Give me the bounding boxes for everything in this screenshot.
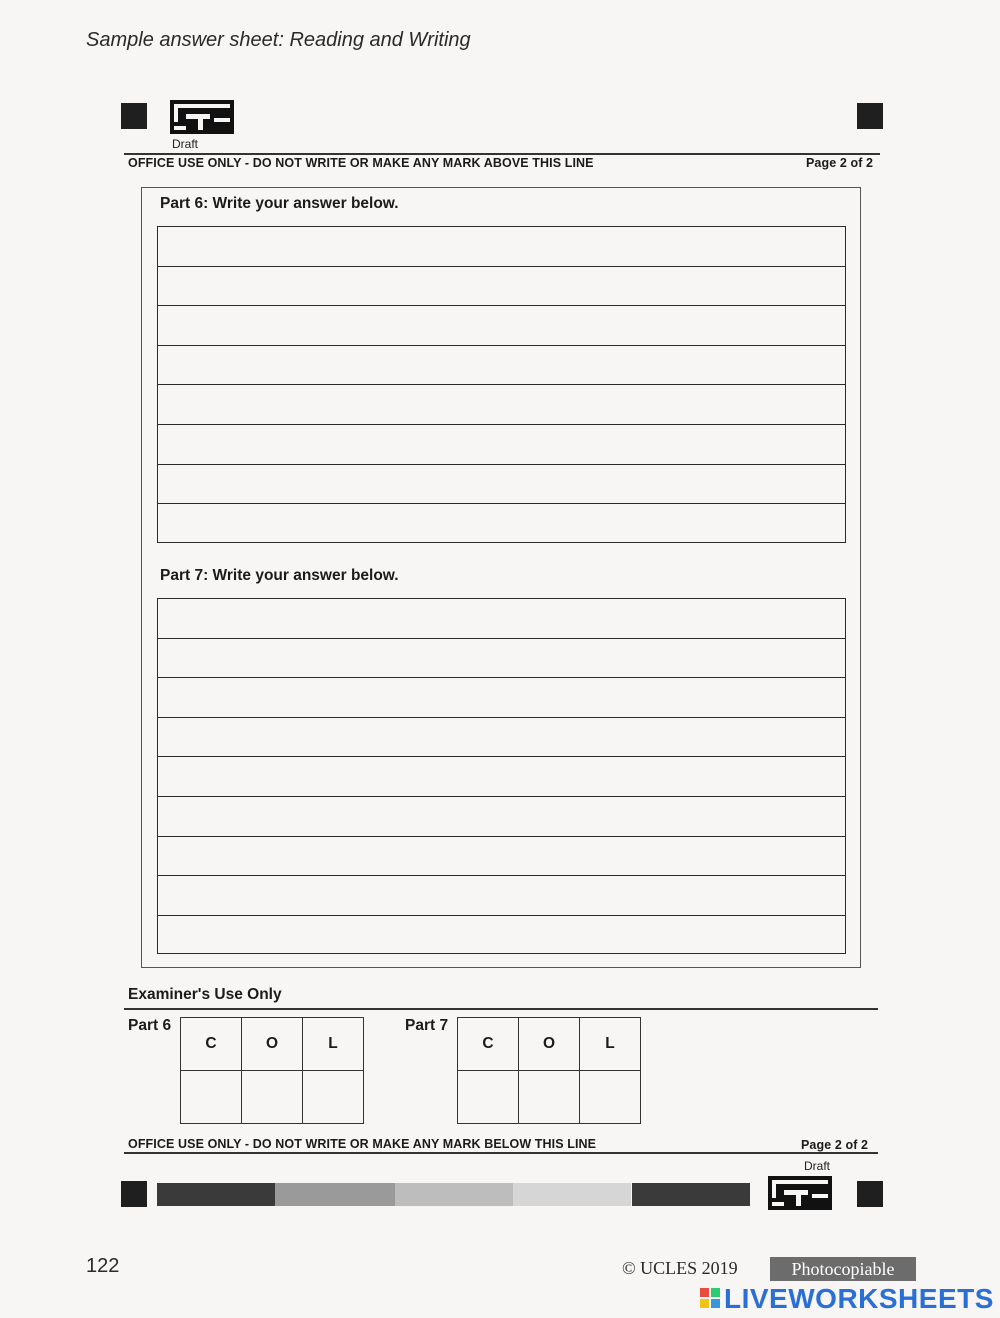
page-header-title: Sample answer sheet: Reading and Writing — [86, 29, 471, 51]
registration-mark-top-left — [121, 103, 147, 129]
score-cell[interactable] — [519, 1071, 580, 1124]
answer-line[interactable] — [158, 916, 845, 956]
part6-answer-lines[interactable] — [157, 226, 846, 543]
answer-line[interactable] — [158, 425, 845, 465]
grid-part7-label: Part 7 — [405, 1017, 449, 1034]
grid-header-c: C — [458, 1018, 519, 1071]
registration-mark-top-right — [857, 103, 883, 129]
grid-header-l: L — [580, 1018, 641, 1071]
page-label-top: Page 2 of 2 — [806, 156, 874, 170]
score-cell[interactable] — [181, 1071, 242, 1124]
divider-top — [124, 153, 880, 155]
density-strip-dark — [157, 1183, 275, 1206]
grid-part6 — [180, 1017, 364, 1124]
divider-bottom — [124, 1152, 878, 1154]
answer-line[interactable] — [158, 306, 845, 346]
registration-mark-bottom-right — [857, 1181, 883, 1207]
office-use-notice-top: OFFICE USE ONLY - DO NOT WRITE OR MAKE ANY MARK ABOVE THIS LINE — [128, 156, 594, 170]
answer-line[interactable] — [158, 678, 845, 718]
page-label-bottom: Page 2 of 2 — [801, 1138, 869, 1152]
density-strip-mid — [275, 1183, 395, 1206]
liveworksheets-logo-icon — [700, 1288, 720, 1308]
part7-answer-lines[interactable] — [157, 598, 846, 954]
liveworksheets-wordmark: LIVEWORKSHEETS — [724, 1283, 994, 1314]
answer-line[interactable] — [158, 465, 845, 505]
answer-line[interactable] — [158, 385, 845, 425]
barcode-icon — [170, 100, 234, 134]
score-cell[interactable] — [242, 1071, 303, 1124]
part6-label: Part 6: Write your answer below. — [160, 195, 399, 212]
answer-line[interactable] — [158, 757, 845, 797]
score-cell[interactable] — [458, 1071, 519, 1124]
answer-line[interactable] — [158, 599, 845, 639]
answer-line[interactable] — [158, 876, 845, 916]
grid-header-l: L — [303, 1018, 364, 1071]
draft-label-bottom: Draft — [804, 1159, 831, 1173]
registration-mark-bottom-left — [121, 1181, 147, 1207]
page-number: 122 — [86, 1255, 120, 1277]
answer-line[interactable] — [158, 837, 845, 877]
grid-part7 — [457, 1017, 641, 1124]
grid-part6-label: Part 6 — [128, 1017, 172, 1034]
grid-header-o: O — [242, 1018, 303, 1071]
answer-line[interactable] — [158, 267, 845, 307]
photocopiable-badge: Photocopiable — [770, 1257, 916, 1281]
answer-line[interactable] — [158, 504, 845, 544]
answer-line[interactable] — [158, 718, 845, 758]
answer-line[interactable] — [158, 346, 845, 386]
grid-header-c: C — [181, 1018, 242, 1071]
answer-line[interactable] — [158, 639, 845, 679]
examiner-use-title: Examiner's Use Only — [128, 986, 282, 1003]
part7-label: Part 7: Write your answer below. — [160, 567, 399, 584]
score-cell[interactable] — [303, 1071, 364, 1124]
divider-examiner — [124, 1008, 878, 1010]
density-strip-dark-right — [632, 1183, 750, 1206]
barcode-icon — [768, 1176, 832, 1210]
copyright-text: © UCLES 2019 — [622, 1258, 738, 1278]
draft-label-top: Draft — [172, 137, 199, 151]
density-strip-lighter — [513, 1183, 631, 1206]
answer-line[interactable] — [158, 227, 845, 267]
grid-header-o: O — [519, 1018, 580, 1071]
answer-line[interactable] — [158, 797, 845, 837]
density-strip-light — [395, 1183, 513, 1206]
office-use-notice-bottom: OFFICE USE ONLY - DO NOT WRITE OR MAKE ANY MARK BELOW THIS LINE — [128, 1137, 597, 1151]
score-cell[interactable] — [580, 1071, 641, 1124]
